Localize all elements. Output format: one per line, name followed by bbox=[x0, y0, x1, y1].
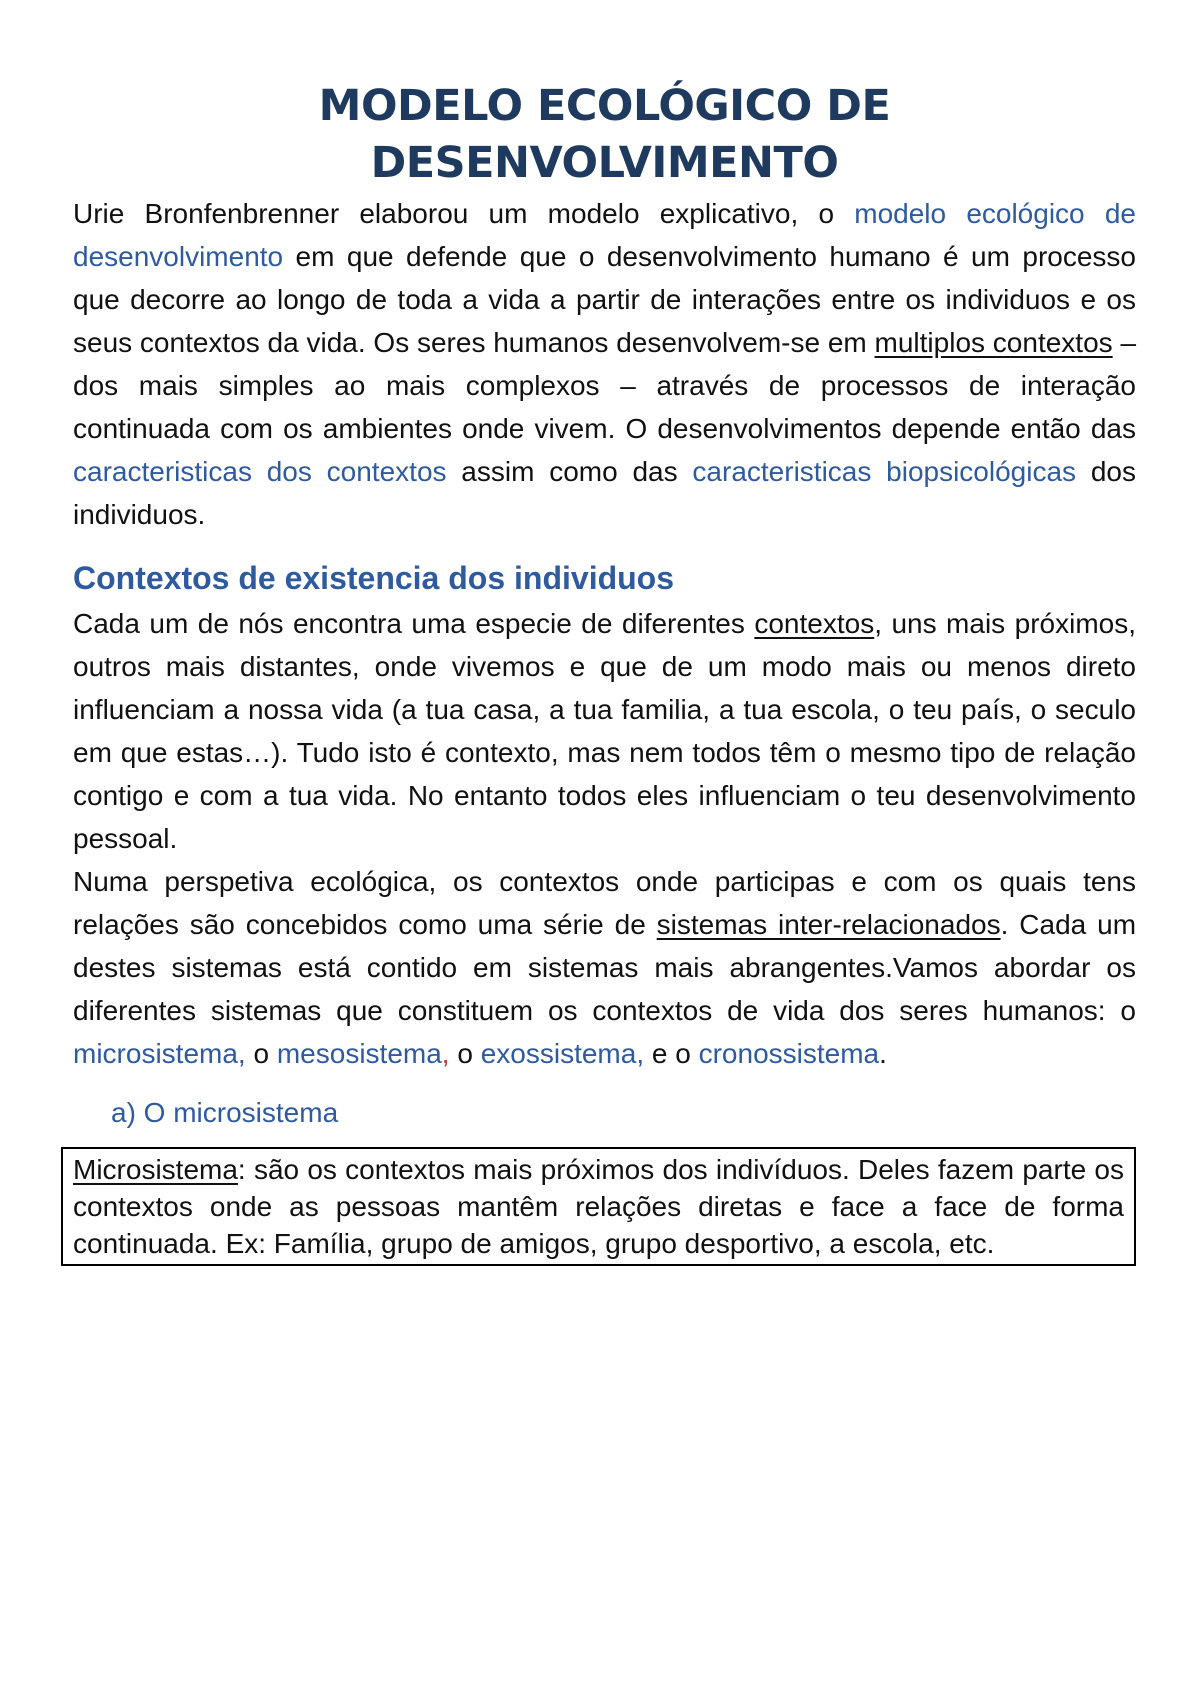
systems-text-5: e o bbox=[644, 1038, 699, 1069]
section-heading: Contextos de existencia dos individuos bbox=[73, 560, 675, 596]
systems-text-4: o bbox=[449, 1038, 481, 1069]
definition-text: : são os contextos mais próximos dos indivíduos. Deles fazem parte os contextos onde as pessoas mantêm relações diretas e face a face de forma continuada. Ex: Família, grupo de amigos, grupo desportivo, a escola, etc. bbox=[73, 1154, 1124, 1259]
systems-red-comma: , bbox=[441, 1038, 450, 1069]
systems-paragraph bbox=[73, 860, 1136, 1075]
intro-highlight-model: modelo ecológico de desenvolvimento bbox=[73, 198, 1136, 272]
title-line-2: DESENVOLVIMENTO bbox=[370, 138, 839, 188]
intro-highlight-biopsychological: caracteristicas biopsicológicas bbox=[692, 456, 1077, 487]
subheading-microsistema: a) O microsistema bbox=[111, 1097, 339, 1128]
systems-text-6: . bbox=[879, 1038, 887, 1069]
systems-text-3: o bbox=[245, 1038, 277, 1069]
intro-underline-contexts: multiplos contextos bbox=[874, 327, 1113, 358]
systems-highlight-exossistema: exossistema, bbox=[480, 1038, 645, 1069]
contexts-text-1: Cada um de nós encontra uma especie de diferentes bbox=[73, 608, 755, 639]
contexts-underline: contextos bbox=[754, 608, 875, 639]
intro-paragraph bbox=[73, 192, 1136, 536]
contexts-text-2: , uns mais próximos, outros mais distantes, onde vivemos e que de um modo mais ou menos direto influenciam a nossa vida (a tua casa, a tua familia, a tua escola, o teu país, o seculo em que estas…). Tudo isto é contexto, mas nem todos têm o mesmo tipo de relação contigo e com a tua vida. No entanto todos eles influenciam o teu desenvolvimento pessoal. bbox=[73, 608, 1136, 854]
systems-highlight-mesosistema: mesosistema bbox=[276, 1038, 442, 1069]
definition-term: Microsistema bbox=[73, 1154, 238, 1185]
intro-text-1: Urie Bronfenbrenner elaborou um modelo explicativo, o bbox=[73, 198, 855, 229]
contexts-paragraph bbox=[73, 602, 1136, 860]
intro-text-3: – dos mais simples ao mais complexos – através de processos de interação continuada com os ambientes onde vivem. O desenvolvimentos depende então das bbox=[73, 327, 1137, 444]
document-title bbox=[73, 78, 1136, 192]
title-line-1: MODELO ECOLÓGICO DE bbox=[318, 81, 891, 131]
intro-text-5: dos individuos. bbox=[73, 456, 1136, 530]
definition-box bbox=[61, 1147, 1136, 1266]
systems-text-1: Numa perspetiva ecológica, os contextos onde participas e com os quais tens relações são concebidos como uma série de bbox=[73, 866, 1136, 940]
intro-text-2: em que defende que o desenvolvimento humano é um processo que decorre ao longo de toda a vida a partir de interações entre os individuos e os seus contextos da vida. Os seres humanos desenvolvem-se em bbox=[73, 241, 1136, 358]
intro-highlight-context-characteristics: caracteristicas dos contextos bbox=[73, 456, 447, 487]
systems-highlight-microsistema: microsistema, bbox=[73, 1038, 246, 1069]
systems-highlight-cronossistema: cronossistema bbox=[698, 1038, 880, 1069]
systems-underline: sistemas inter-relacionados bbox=[656, 909, 1001, 940]
systems-text-2: . Cada um destes sistemas está contido em sistemas mais abrangentes.Vamos abordar os diferentes sistemas que constituem os contextos de vida dos seres humanos: o bbox=[73, 909, 1137, 1026]
intro-text-4: assim como das bbox=[446, 456, 693, 487]
